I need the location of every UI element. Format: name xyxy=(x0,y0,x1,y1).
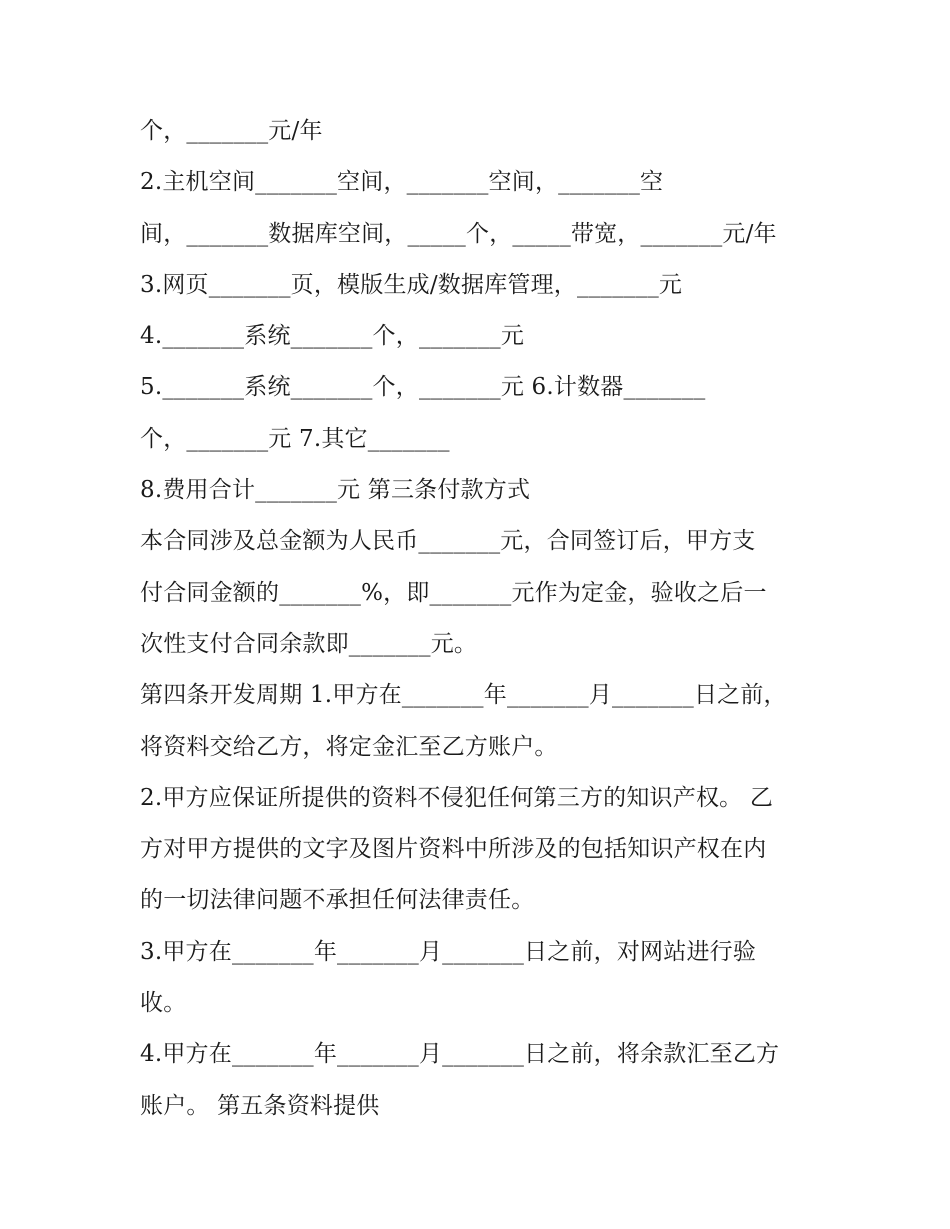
text-line: 方对甲方提供的文字及图片资料中所涉及的包括知识产权在内 xyxy=(140,836,767,863)
text-line: 账户。 第五条资料提供 xyxy=(140,1092,380,1119)
text-line: 4.甲方在_______年_______月_______日之前，将余款汇至乙方 xyxy=(140,1041,780,1068)
text-line: 3.网页_______页，模版生成/数据库管理，_______元 xyxy=(140,271,683,298)
text-line: 将资料交给乙方，将定金汇至乙方账户。 xyxy=(140,733,558,760)
text-line: 的一切法律问题不承担任何法律责任。 xyxy=(140,887,535,914)
text-line: 付合同金额的_______%，即_______元作为定金，验收之后一 xyxy=(140,579,767,606)
text-line: 2.主机空间_______空间，_______空间，_______空 xyxy=(140,169,664,196)
text-line: 个，_______元 7.其它_______ xyxy=(140,425,450,452)
text-line: 5._______系统_______个，_______元 6.计数器_______ xyxy=(140,374,706,401)
text-line: 2.甲方应保证所提供的资料不侵犯任何第三方的知识产权。 乙 xyxy=(140,784,774,811)
document-body xyxy=(140,106,820,1132)
text-line: 8.费用合计_______元 第三条付款方式 xyxy=(140,477,531,504)
text-line: 收。 xyxy=(140,990,187,1017)
text-line: 间，_______数据库空间，_____个，_____带宽，_______元/年 xyxy=(140,220,777,247)
text-line: 4._______系统_______个，_______元 xyxy=(140,323,525,350)
text-line: 次性支付合同余款即_______元。 xyxy=(140,630,478,657)
text-line: 个，_______元/年 xyxy=(140,118,323,144)
text-line: 第四条开发周期 1.甲方在_______年_______月_______日之前， xyxy=(140,682,787,709)
text-line: 本合同涉及总金额为人民币_______元，合同签订后，甲方支 xyxy=(140,528,756,555)
text-line: 3.甲方在_______年_______月_______日之前，对网站进行验 xyxy=(140,938,757,965)
